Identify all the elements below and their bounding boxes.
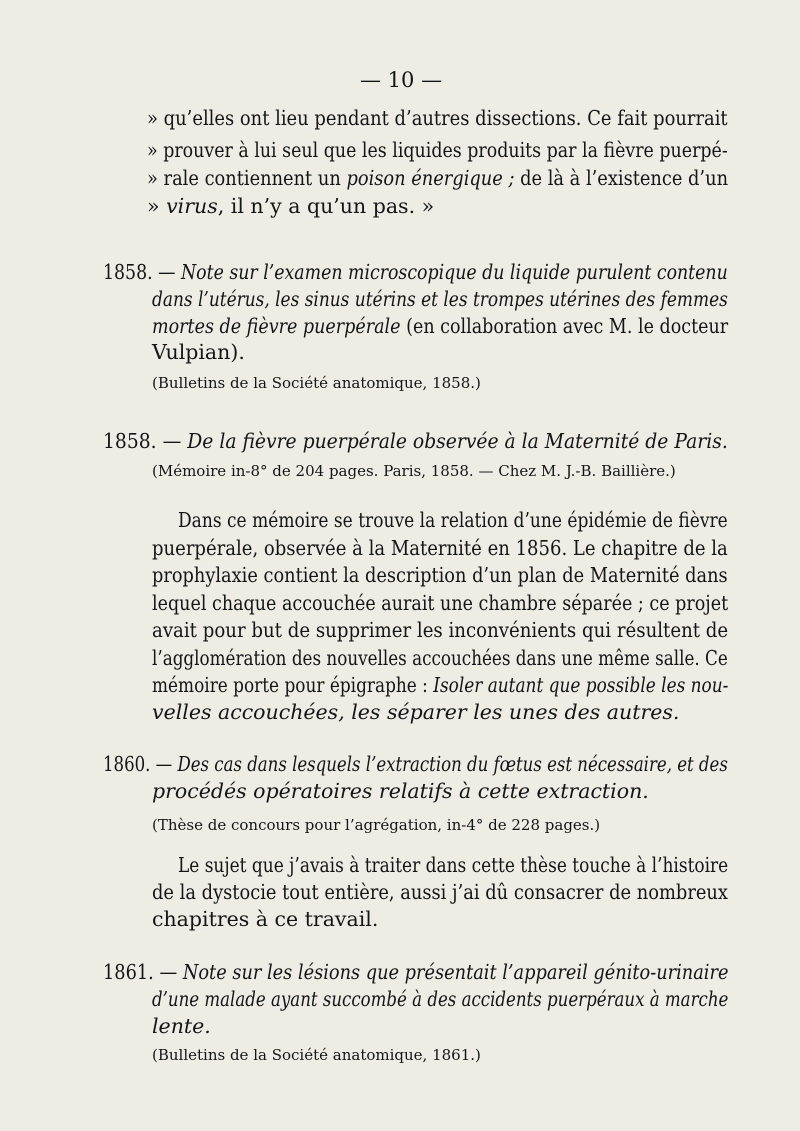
entry-1858b-source: (Mémoire in-8° de 204 pages. Paris, 1858. — Chez M. J.-B. Baillière.): [152, 462, 676, 480]
entry-1858b-title: 1858. — De la fièvre puerpérale observée à la Maternité de Paris.: [103, 429, 728, 453]
entry-1858b-para-line-5: avait pour but de supprimer les inconvénients qui résultent de: [152, 618, 729, 642]
quote-line-4: » virus, il n’y a qu’un pas. »: [147, 194, 435, 218]
entry-1858a-title-line-3: mortes de fièvre puerpérale (en collaboration avec M. le docteur: [152, 314, 729, 338]
entry-1860-para-line-2: de la dystocie tout entière, aussi j’ai dû consacrer de nombreux: [152, 880, 728, 904]
entry-1858b-para-line-4: lequel chaque accouchée aurait une chambre séparée ; ce projet: [152, 591, 729, 615]
entry-1858b-para-line-2: puerpérale, observée à la Maternité en 1856. Le chapitre de la: [152, 536, 728, 560]
entry-1861-title-line-3: lente.: [152, 1014, 211, 1038]
entry-1858a-title-line-4: Vulpian).: [152, 340, 245, 364]
entry-1858b-para-line-7: mémoire porte pour épigraphe : Isoler autant que possible les nou-: [152, 673, 729, 697]
entry-1858b-para-line-3: prophylaxie contient la description d’un plan de Maternité dans: [152, 563, 728, 587]
entry-1861-title-line-2: d’une malade ayant succombé à des accidents puerpéraux à marche: [152, 987, 729, 1011]
entry-1860-source: (Thèse de concours pour l’agrégation, in-4° de 228 pages.): [152, 816, 601, 834]
entry-1860-para-line-1: Le sujet que j’avais à traiter dans cette thèse touche à l’histoire: [178, 853, 729, 877]
entry-1858a-title-line-1: 1858. — Note sur l’examen microscopique du liquide purulent contenu: [103, 260, 728, 284]
entry-1861-source: (Bulletins de la Société anatomique, 1861.): [152, 1046, 481, 1064]
page-number: — 10 —: [360, 68, 443, 92]
entry-1860-para-line-3: chapitres à ce travail.: [152, 907, 379, 931]
entry-1858b-para-line-8: velles accouchées, les séparer les unes des autres.: [152, 700, 680, 724]
entry-1858b-para-line-6: l’agglomération des nouvelles accouchées dans une même salle. Ce: [152, 646, 728, 670]
entry-1858a-source: (Bulletins de la Société anatomique, 1858.): [152, 374, 481, 392]
quote-line-2: » prouver à lui seul que les liquides produits par la fièvre puerpé-: [147, 138, 728, 162]
entry-1858a-title-line-2: dans l’utérus, les sinus utérins et les trompes utérines des femmes: [152, 287, 728, 311]
entry-1861-title-line-1: 1861. — Note sur les lésions que présentait l’appareil génito-urinaire: [103, 960, 729, 984]
entry-1860-title-line-1: 1860. — Des cas dans lesquels l’extraction du fœtus est nécessaire, et des: [103, 752, 728, 776]
quote-line-3: » rale contiennent un poison énergique ; de là à l’existence d’un: [147, 166, 729, 190]
entry-1858b-para-line-1: Dans ce mémoire se trouve la relation d’une épidémie de fièvre: [178, 508, 728, 532]
entry-1860-title-line-2: procédés opératoires relatifs à cette extraction.: [152, 779, 649, 803]
quote-line-1: » qu’elles ont lieu pendant d’autres dissections. Ce fait pourrait: [147, 106, 728, 130]
